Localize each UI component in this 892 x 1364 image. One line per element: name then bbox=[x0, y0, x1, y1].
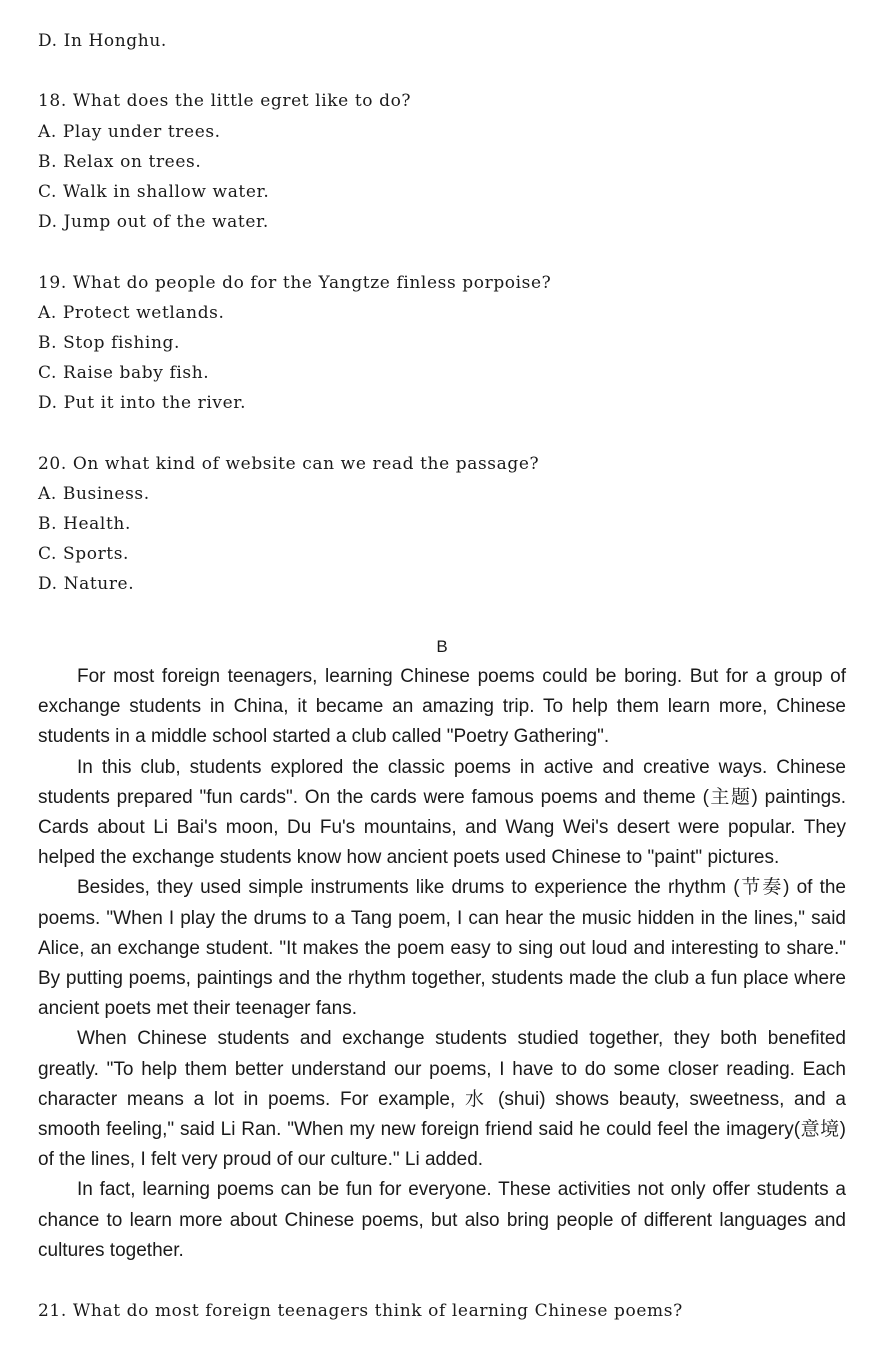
answer-option: C. Walk in shallow water. bbox=[38, 181, 270, 202]
answer-option: C. Raise baby fish. bbox=[38, 363, 210, 384]
passage-paragraph: When Chinese students and exchange students studied together, they both benefited greatly. "To help them better understand our poems, I have to do some closer reading. Each character means a lot in poems. For example, 水 (shui) shows beauty, sweetness, and a smooth feeling," said Li Ran. "When my new foreign friend said he could feel the imagery(意境) of the lines, I felt very proud of our culture." Li added. bbox=[38, 1028, 846, 1171]
passage-paragraph: In fact, learning poems can be fun for everyone. These activities not only offer students a chance to learn more about Chinese poems, but also bring people of different languages and cultures together. bbox=[38, 1179, 846, 1261]
answer-option: D. In Honghu. bbox=[38, 31, 167, 51]
answer-option: B. Stop fishing. bbox=[38, 332, 180, 353]
question-stem: 18. What does the little egret like to do? bbox=[38, 91, 412, 112]
exam-page bbox=[38, 0, 846, 1326]
section-heading: B bbox=[436, 636, 448, 656]
answer-option: B. Health. bbox=[38, 514, 131, 534]
passage-paragraph: For most foreign teenagers, learning Chinese poems could be boring. But for a group of exchange students in China, it became an amazing trip. To help them learn more, Chinese students in a middle school started a club called "Poetry Gathering". bbox=[38, 665, 846, 748]
question-18 bbox=[38, 86, 846, 237]
question-19 bbox=[38, 268, 846, 419]
answer-option: A. Business. bbox=[38, 483, 150, 504]
question-stem: 19. What do people do for the Yangtze finless porpoise? bbox=[38, 272, 552, 293]
passage-paragraph: In this club, students explored the classic poems in active and creative ways. Chinese students prepared "fun cards". On the cards were famous poems and theme (主题) paintings. Cards about Li Bai's moon, Du Fu's mountains, and Wang Wei's desert were popular. They helped the exchange students know how ancient poets used Chinese to "paint" pictures. bbox=[38, 756, 846, 869]
answer-option: B. Relax on trees. bbox=[38, 151, 202, 172]
reading-passage bbox=[38, 662, 846, 1266]
answer-option: A. Play under trees. bbox=[38, 121, 221, 142]
answer-option: A. Protect wetlands. bbox=[38, 302, 225, 323]
question-stem: 20. On what kind of website can we read the passage? bbox=[38, 453, 540, 474]
answer-option: D. Put it into the river. bbox=[38, 393, 247, 414]
answer-option: D. Jump out of the water. bbox=[38, 212, 269, 233]
passage-paragraph: Besides, they used simple instruments like drums to experience the rhythm (节奏) of the poems. "When I play the drums to a Tang poem, I can hear the music hidden in the lines," said Alice, an exchange student. "It makes the poem easy to sing out loud and interesting to share." By putting poems, paintings and the rhythm together, students made the club a fun place where ancient poets met their teenager fans. bbox=[38, 877, 846, 1020]
question-20 bbox=[38, 449, 846, 600]
question-stem: 21. What do most foreign teenagers think of learning Chinese poems? bbox=[38, 1301, 683, 1322]
answer-option: D. Nature. bbox=[38, 574, 135, 595]
answer-option: C. Sports. bbox=[38, 544, 130, 565]
